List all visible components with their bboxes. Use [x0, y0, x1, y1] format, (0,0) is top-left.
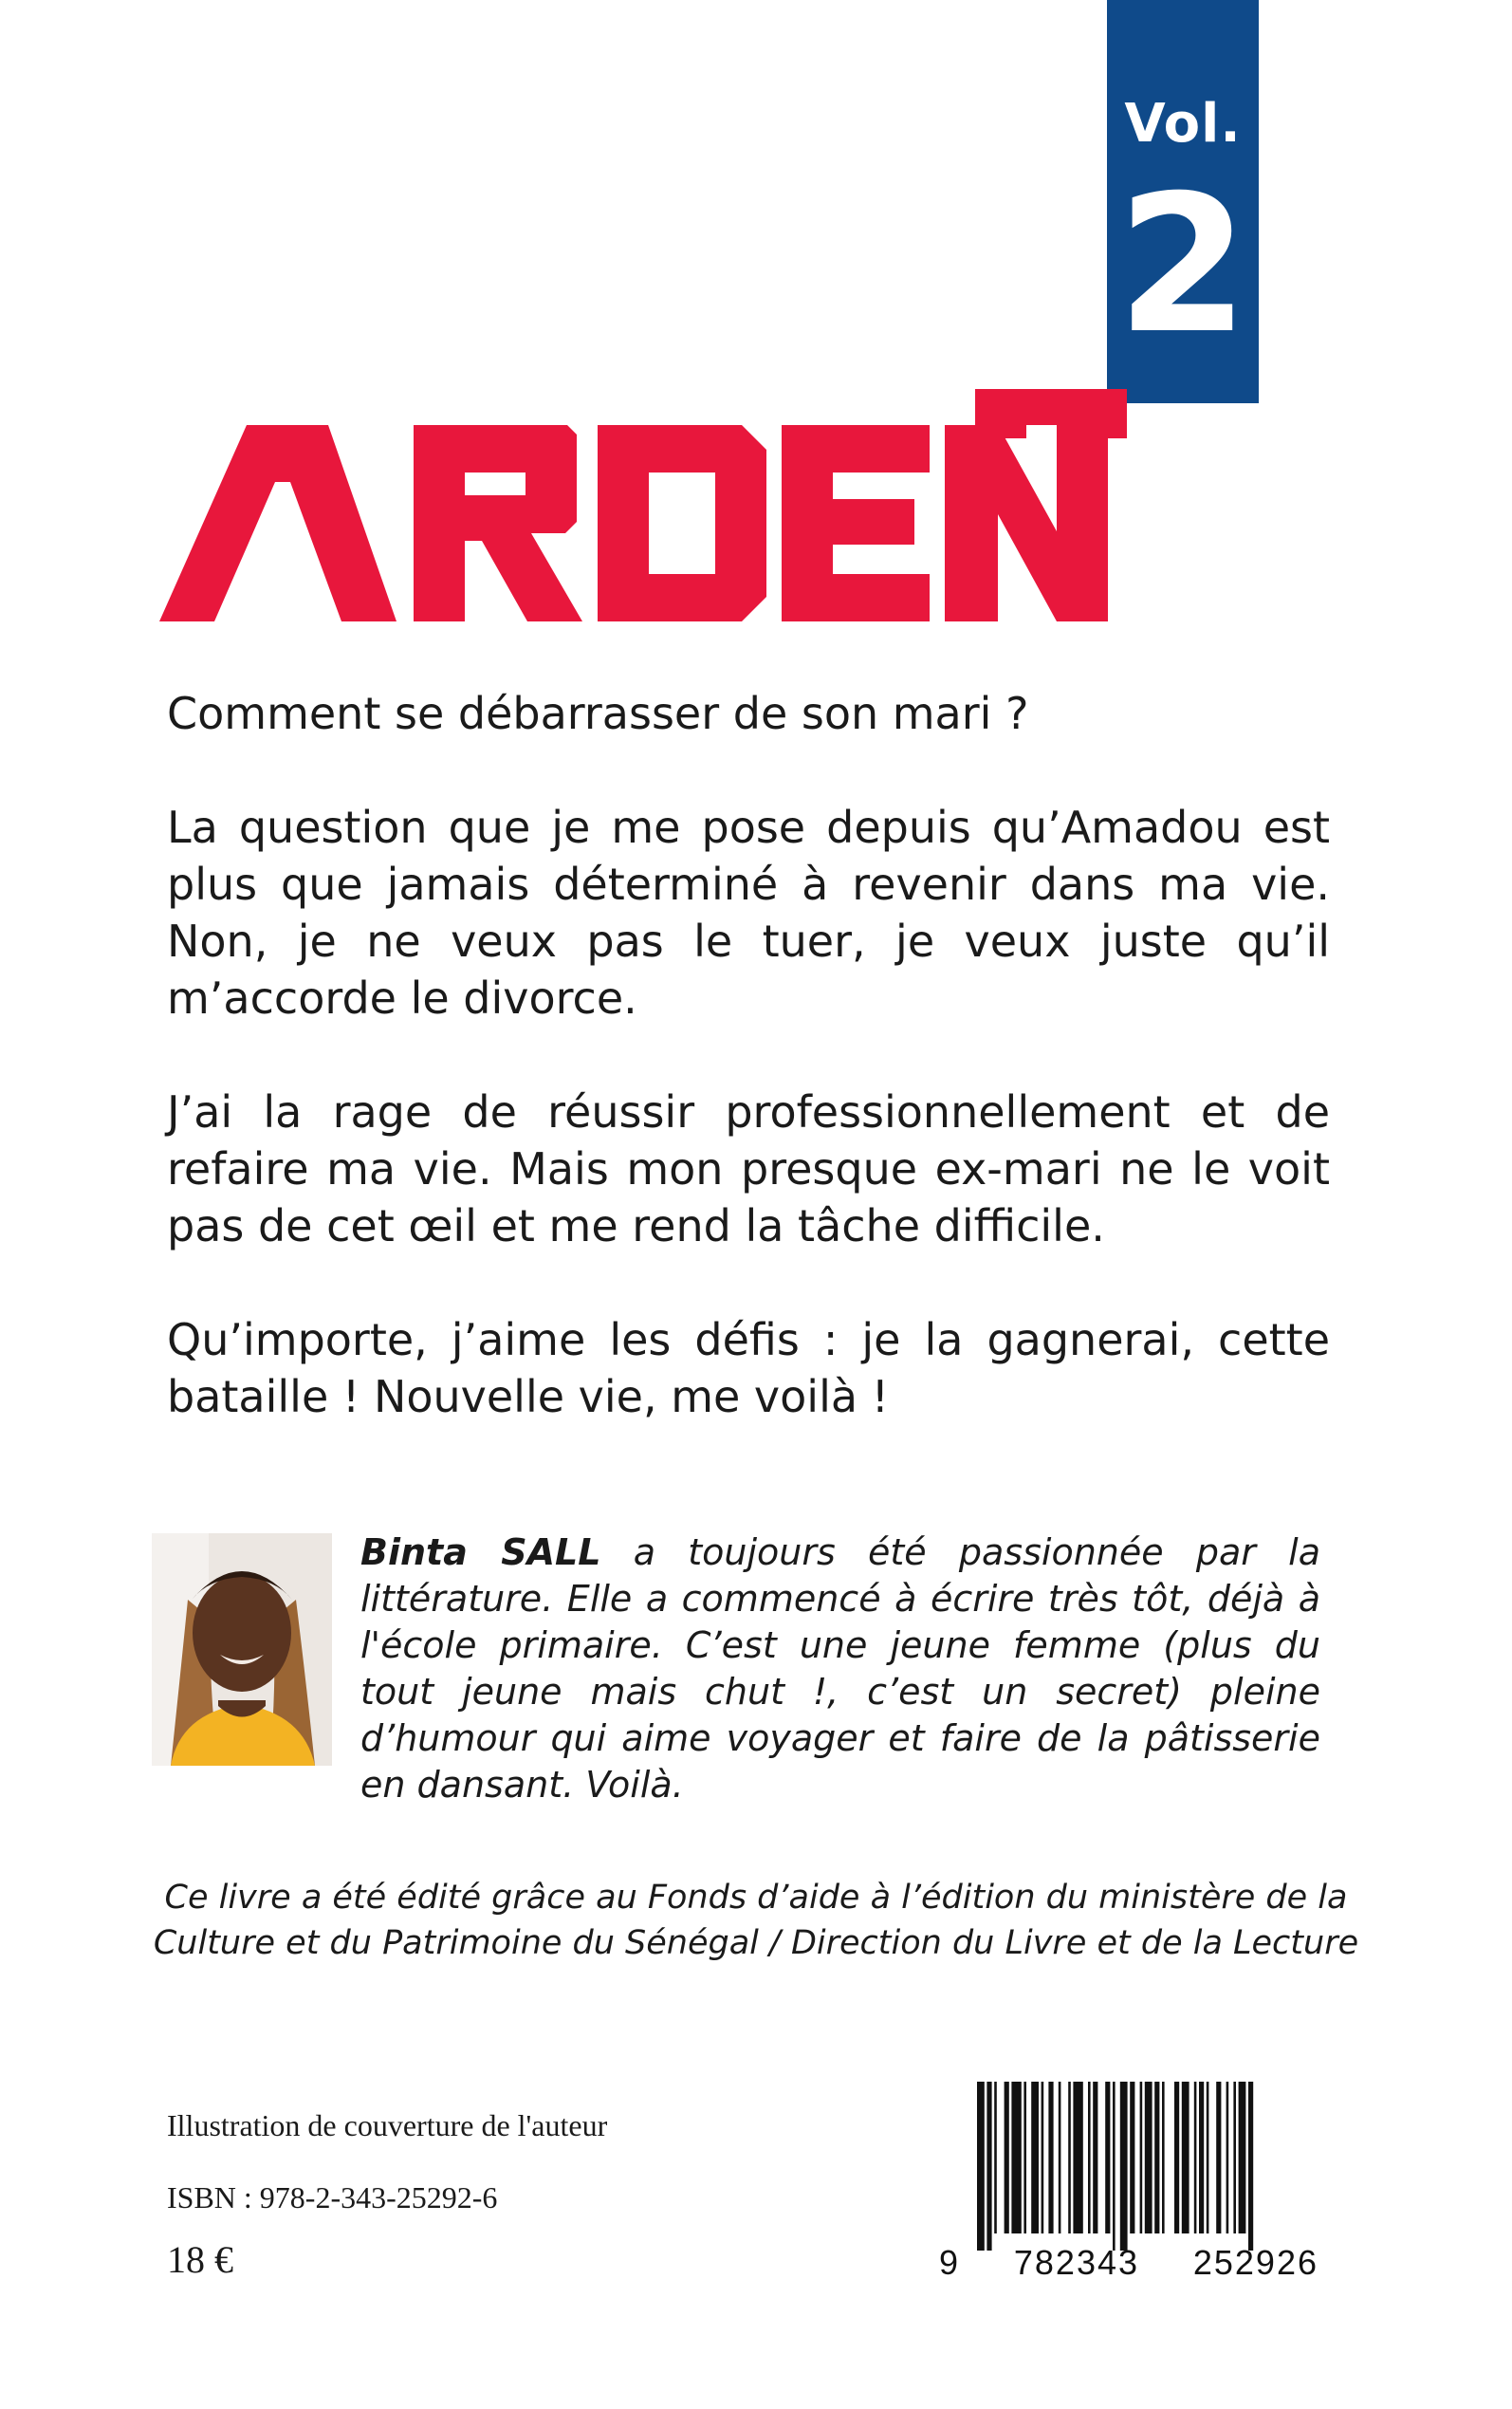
barcode-bar: [1093, 2082, 1097, 2233]
barcode-left-digits: 782343: [1013, 2243, 1140, 2282]
barcode-digits: [939, 2243, 1318, 2283]
barcode-bar: [1248, 2082, 1253, 2251]
barcode-bar: [986, 2082, 991, 2251]
barcode-bar: [1120, 2082, 1128, 2251]
barcode-bar: [1005, 2082, 1009, 2233]
barcode-bar: [1154, 2082, 1159, 2233]
barcode-bar: [994, 2082, 997, 2233]
barcode-bar: [1042, 2082, 1044, 2233]
barcode-bar: [1140, 2082, 1143, 2233]
barcode-bar: [1194, 2082, 1197, 2233]
barcode-bar: [1199, 2082, 1204, 2233]
blurb-paragraph: Comment se débarrasser de son mari ?: [167, 688, 1029, 739]
barcode-bar: [1059, 2082, 1061, 2233]
author-bio: [360, 1529, 1320, 1808]
barcode-bar: [1207, 2082, 1209, 2233]
blurb-paragraph: Qu’importe, j’aime les défis : je la gagnerai, cette bataille ! Nouvelle vie, me voilà !: [167, 1314, 1330, 1422]
volume-badge: [1107, 0, 1259, 403]
barcode-bar: [1233, 2082, 1236, 2233]
barcode-bar: [1068, 2082, 1071, 2233]
barcode-bar: [1011, 2082, 1021, 2233]
barcode-bar: [977, 2082, 985, 2251]
title-logotype-icon: [159, 389, 1127, 626]
book-title: [159, 389, 1127, 626]
barcode-bar: [1174, 2082, 1179, 2233]
barcode-bar: [1130, 2082, 1134, 2233]
barcode-bars-icon: [939, 2082, 1318, 2252]
barcode-bar: [1216, 2082, 1221, 2233]
author-name: Binta SALL: [360, 1531, 601, 1573]
volume-label: Vol.: [1124, 93, 1242, 155]
barcode-bar: [1023, 2082, 1026, 2233]
barcode: [939, 2082, 1318, 2290]
blurb-paragraph: J’ai la rage de réussir professionnellement et de refaire ma vie. Mais mon presque ex-mari ne le voit pas de cet œil et me rend la tâche difficile.: [167, 1086, 1330, 1251]
blurb-paragraph: La question que je me pose depuis qu’Amadou est plus que jamais déterminé à revenir dans ma vie. Non, je ne veux pas le tuer, je veux juste qu’il m’accorde le divorce.: [167, 802, 1330, 1024]
barcode-lead-digit: 9: [939, 2243, 961, 2282]
illustration-credit: Illustration de couverture de l'auteur: [167, 2108, 608, 2142]
barcode-right-digits: 252926: [1192, 2243, 1318, 2282]
barcode-bar: [1145, 2082, 1152, 2233]
barcode-bar: [1088, 2082, 1091, 2233]
barcode-bar: [1031, 2082, 1039, 2233]
barcode-bar: [1105, 2082, 1110, 2233]
barcode-bar: [1113, 2082, 1116, 2251]
barcode-bar: [1182, 2082, 1189, 2233]
isbn: ISBN : 978-2-343-25292-6: [167, 2180, 498, 2214]
price: 18 €: [167, 2238, 233, 2281]
barcode-bar: [1073, 2082, 1082, 2233]
barcode-bar: [1162, 2082, 1165, 2233]
back-cover-blurb: [167, 685, 1330, 1482]
author-bio-text: a toujours été passionnée par la littérature. Elle a commencé à écrire très tôt, déjà à l'école primaire. C’est une jeune femme (plus du tout jeune mais chut !, c’est un secret) pleine d’humour qui aime voyager et faire de la pâtisserie en dansant. Voilà.: [360, 1531, 1320, 1806]
barcode-bar: [1239, 2082, 1246, 2233]
barcode-bar: [1226, 2082, 1229, 2233]
author-portrait-icon: [152, 1533, 332, 1766]
funding-note: Ce livre a été édité grâce au Fonds d’aide à l’édition du ministère de la Culture et du Patrimoine du Sénégal / Direction du Livre et de la Lecture: [153, 1879, 1359, 1962]
author-photo: [152, 1533, 332, 1766]
volume-number: 2: [1116, 155, 1249, 376]
barcode-bar: [1048, 2082, 1053, 2233]
